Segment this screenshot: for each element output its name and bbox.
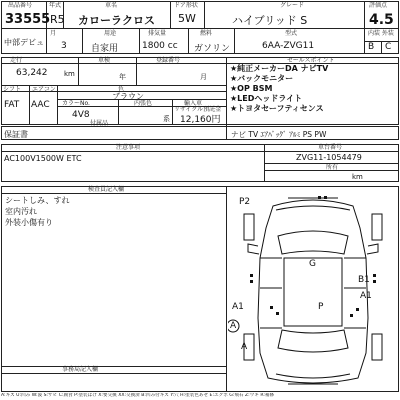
color-no-caption: カラーNo. — [62, 100, 90, 107]
rating-value: 4.5 — [369, 12, 394, 28]
selling-point: ★純正メーカーDA ナビTV — [230, 64, 329, 73]
mileage-value: 63,242 — [16, 68, 48, 78]
car-diagram — [228, 188, 398, 391]
warranty-row — [1, 126, 399, 140]
damage-mark-a1-left: A1 — [232, 302, 244, 312]
usage-value: 自家用 — [91, 44, 119, 54]
color-code-unit: 系 — [163, 115, 170, 123]
mileage-caption: 走行 — [10, 57, 23, 64]
chassis-caption: 車台番号 — [318, 144, 343, 151]
inspector-notes-caption: 検査員記入欄 — [88, 186, 125, 193]
damage-mark-g: G — [309, 259, 316, 269]
selling-points-caption: セールスポイント — [287, 57, 335, 64]
inspection-caption: 車検 — [98, 57, 111, 64]
inspector-notes — [5, 195, 69, 228]
selling-point: ★OP BSM — [230, 84, 273, 93]
chassis-number: ZVG11-1054479 — [296, 153, 362, 162]
grade-value: ハイブリッド S — [232, 14, 308, 27]
selling-point: ★バックモニター — [230, 74, 294, 83]
grade-caption: グレード — [280, 2, 305, 9]
aircon-caption: エアコン — [32, 86, 56, 93]
doors-value: 5W — [178, 12, 196, 25]
damage-mark-a-rear: A — [241, 342, 248, 352]
lot-number: 33555 — [5, 12, 51, 27]
year-value: R5 — [50, 13, 65, 26]
model-name: カローラクロス — [78, 14, 155, 27]
type-caption: 型式 — [285, 30, 298, 37]
displacement-value: 1800 cc — [142, 41, 178, 51]
lot-number-caption: 出品番号 — [8, 2, 33, 9]
exterior-grade: C — [385, 42, 392, 52]
inspector-note: シートしみ、すれ — [5, 196, 70, 205]
month-caption: 月 — [50, 30, 57, 37]
usage-caption: 用途 — [104, 30, 117, 37]
inspection-month-unit: 月 — [200, 73, 207, 81]
interior-grade: B — [368, 42, 375, 52]
damage-mark-a1: A1 — [360, 291, 372, 301]
interior-color-caption: 内張色 — [134, 100, 153, 107]
damage-mark-b1: B1 — [358, 275, 370, 285]
fuel-value: ガソリン — [194, 44, 231, 54]
model-caption: 車名 — [105, 2, 118, 9]
shift-caption: シフト — [3, 86, 22, 93]
ownership-unit: km — [352, 173, 363, 181]
warranty-label: 保証書 — [4, 130, 28, 139]
fuel-caption: 燃料 — [200, 30, 213, 37]
equipment-list: ナビ TV ｴｱﾊﾞｯｸﾞ ｱﾙﾐ PS PW — [231, 130, 327, 139]
doors-caption: ドア形状 — [174, 2, 198, 9]
displacement-caption: 排気量 — [148, 30, 167, 37]
type-value: 6AA-ZVG11 — [262, 41, 315, 51]
color-code: 4V8 — [72, 110, 90, 120]
aircon-value: AAC — [31, 100, 50, 110]
debut-label: 中部デビュ — [4, 38, 44, 47]
recycle-fee: 12,160円 — [180, 115, 221, 125]
shift-value: FAT — [4, 100, 20, 110]
inspection-year-unit: 年 — [119, 73, 126, 81]
mileage-unit: km — [64, 70, 75, 78]
selling-points-list — [230, 64, 398, 114]
registration-caption: 登録番号 — [156, 57, 181, 64]
order-notes: AC100V1500W ETC — [4, 154, 82, 163]
office-note-caption: 事務局記入欄 — [62, 366, 99, 373]
damage-mark-p: P — [318, 302, 324, 312]
inspector-note: 外装小傷有り — [5, 218, 53, 227]
ownership-caption: 所有 — [326, 164, 339, 171]
selling-point: ★トヨタセーフティセンス — [230, 104, 324, 113]
damage-mark-a: A — [230, 321, 237, 331]
month-value: 3 — [61, 41, 67, 51]
selling-point: ★LEDヘッドライト — [230, 94, 303, 103]
damage-mark-p2: P2 — [239, 197, 251, 207]
accessories-caption: 付属品 — [90, 120, 109, 127]
import-caption: 輸入車 — [184, 100, 203, 107]
rating-caption: 評価点 — [369, 2, 388, 9]
color-value: ブラウン — [112, 92, 144, 101]
recycle-caption: リサイクル預託金 — [174, 106, 222, 113]
interior-caption: 内装 外装 — [368, 30, 394, 37]
inspector-note: 室内汚れ — [5, 207, 37, 216]
color-caption: 色 — [118, 86, 125, 93]
year-caption: 年式 — [49, 2, 62, 9]
footer-legend: A:キズ U:凹み W:波 S:サビ C:腐食 P:塗装はげ X:要交換 XX:交換済 B:凹み付キズ Y:穴 H:塗装色あせ E:エクボ G:飛石 Z:ウキ R:補修 — [1, 393, 275, 398]
order-notes-caption: 注意事項 — [116, 144, 141, 151]
